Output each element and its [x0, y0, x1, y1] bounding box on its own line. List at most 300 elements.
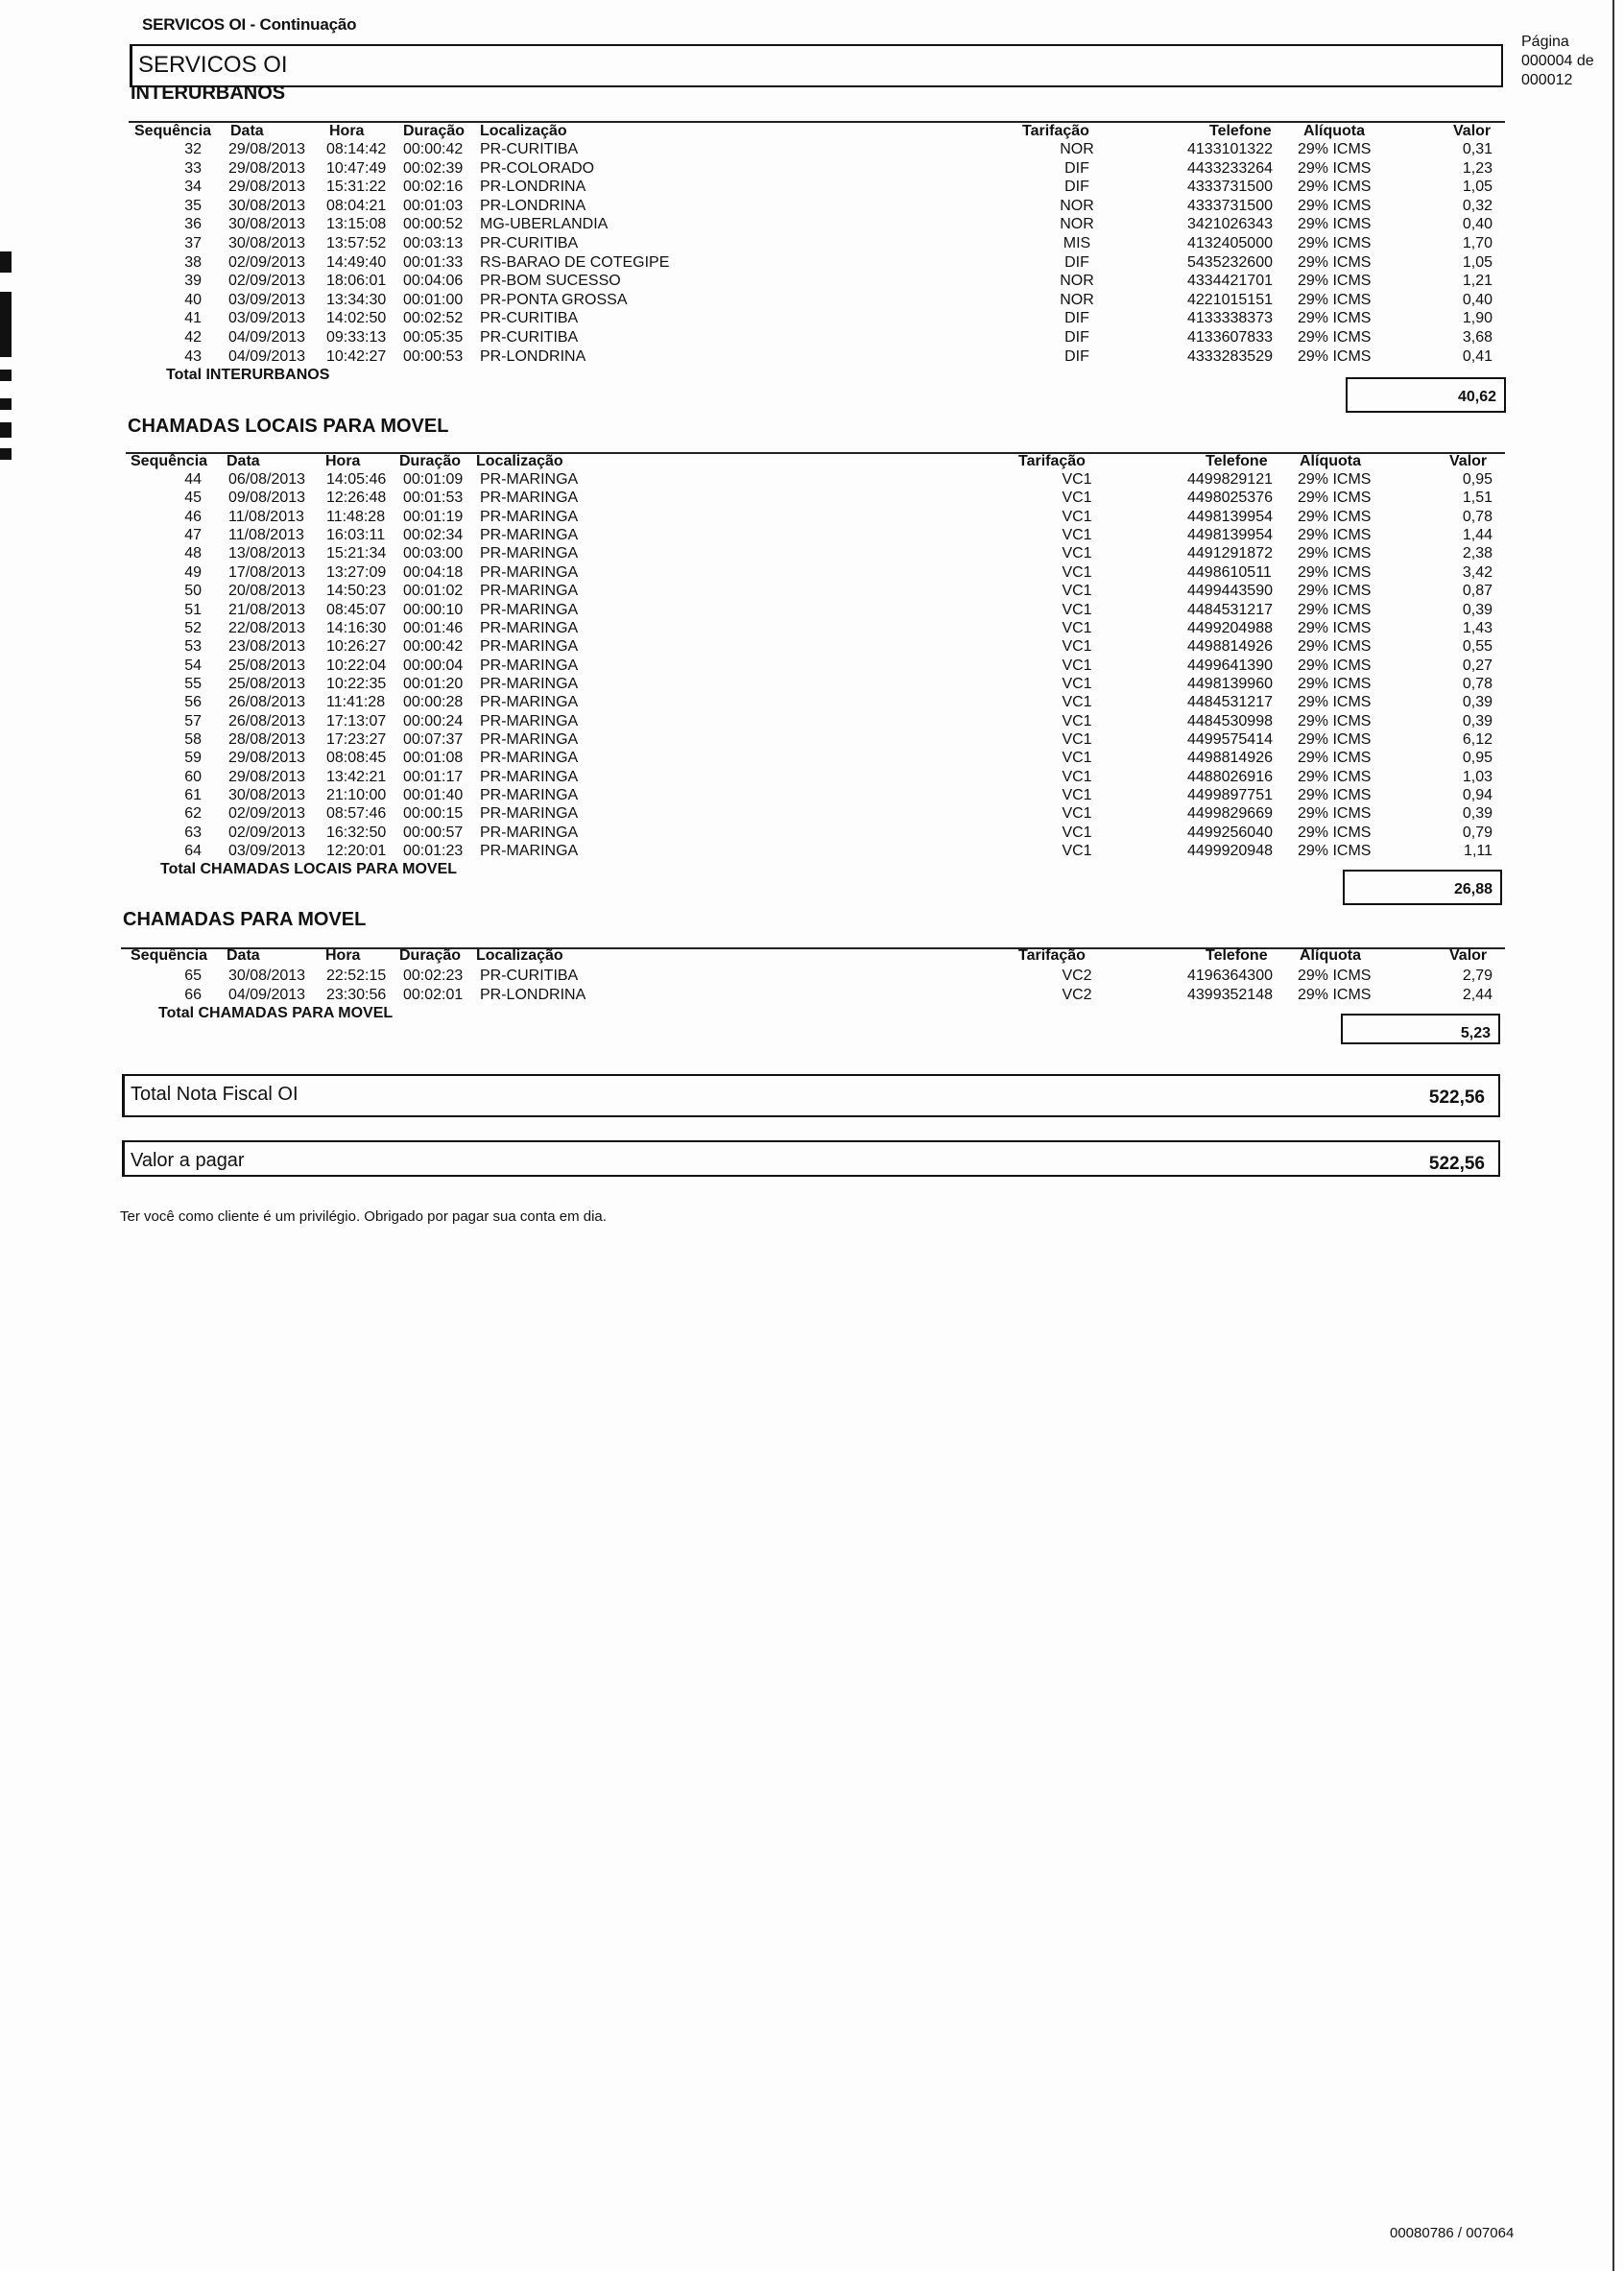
- table-row: [0, 140, 1624, 158]
- cell-time: 14:02:50: [326, 310, 387, 327]
- cell-duration: 00:05:35: [403, 329, 464, 346]
- cell-value: 0,40: [1462, 216, 1493, 233]
- cell-time: 13:57:52: [326, 235, 387, 251]
- cell-value: 0,87: [1462, 583, 1493, 600]
- cell-phone: 4133101322: [1187, 141, 1273, 157]
- cell-sequence: 58: [184, 730, 202, 748]
- cell-sequence: 66: [184, 986, 202, 1003]
- cell-date: 29/08/2013: [228, 159, 306, 177]
- cell-sequence: 42: [184, 329, 202, 346]
- cell-location: PR-LONDRINA: [480, 986, 586, 1003]
- cell-time: 11:48:28: [326, 508, 386, 525]
- cell-duration: 00:03:00: [403, 545, 464, 562]
- cell-duration: 00:00:28: [403, 694, 464, 711]
- cell-value: 6,12: [1462, 730, 1493, 748]
- cell-duration: 00:00:10: [403, 601, 464, 618]
- cell-tax-rate: 29% ICMS: [1298, 675, 1372, 692]
- cell-date: 23/08/2013: [228, 638, 306, 656]
- cell-value: 1,90: [1462, 310, 1493, 327]
- page-number: 000004 de: [1521, 53, 1594, 69]
- cell-value: 0,94: [1462, 787, 1493, 803]
- scan-mark-4: [0, 398, 12, 410]
- cell-duration: 00:01:53: [403, 490, 464, 507]
- section-total-box: [1343, 870, 1502, 905]
- column-header-seq: Sequência: [131, 947, 208, 964]
- section-total-value: 40,62: [1457, 389, 1496, 405]
- cell-value: 1,43: [1462, 619, 1493, 636]
- services-title-box: [130, 44, 1503, 87]
- cell-duration: 00:01:46: [403, 619, 464, 636]
- cell-date: 28/08/2013: [228, 730, 306, 748]
- table-row: [0, 347, 1624, 366]
- table-row: [0, 967, 1624, 985]
- cell-sequence: 62: [184, 805, 202, 823]
- column-header-tel: Telefone: [1206, 947, 1268, 964]
- column-header-valor: Valor: [1449, 947, 1488, 964]
- cell-sequence: 63: [184, 824, 202, 841]
- cell-tariff: VC1: [1062, 712, 1092, 729]
- cell-value: 0,78: [1462, 508, 1493, 525]
- cell-date: 26/08/2013: [228, 694, 306, 711]
- cell-tariff: NOR: [1060, 216, 1094, 233]
- cell-duration: 00:02:01: [403, 986, 464, 1003]
- cell-tax-rate: 29% ICMS: [1298, 787, 1372, 803]
- cell-value: 0,27: [1462, 657, 1493, 674]
- table-row: [0, 619, 1624, 637]
- cell-value: 0,39: [1462, 712, 1493, 729]
- cell-value: 1,03: [1462, 768, 1493, 785]
- cell-duration: 00:01:33: [403, 253, 464, 271]
- cell-phone: 4499641390: [1187, 657, 1273, 674]
- cell-tax-rate: 29% ICMS: [1298, 527, 1372, 543]
- cell-duration: 00:07:37: [403, 730, 464, 748]
- cell-duration: 00:01:03: [403, 197, 464, 214]
- cell-location: PR-MARINGA: [480, 527, 579, 543]
- cell-value: 1,05: [1462, 253, 1493, 271]
- cell-duration: 00:00:04: [403, 657, 464, 674]
- cell-phone: 4498610511: [1187, 563, 1272, 581]
- cell-time: 13:42:21: [326, 768, 387, 785]
- cell-tariff: NOR: [1060, 197, 1094, 214]
- table-row: [0, 986, 1624, 1004]
- cell-tax-rate: 29% ICMS: [1298, 490, 1372, 507]
- cell-phone: 4499575414: [1187, 730, 1273, 748]
- cell-location: PR-CURITIBA: [480, 329, 579, 346]
- cell-sequence: 46: [184, 508, 202, 525]
- cell-time: 15:21:34: [326, 545, 387, 562]
- cell-date: 02/09/2013: [228, 273, 306, 290]
- cell-tariff: VC1: [1062, 563, 1092, 581]
- cell-tariff: VC1: [1062, 750, 1092, 767]
- cell-tariff: VC1: [1062, 768, 1092, 785]
- cell-phone: 4196364300: [1187, 968, 1273, 984]
- cell-value: 1,44: [1462, 527, 1493, 543]
- cell-duration: 00:01:17: [403, 768, 464, 785]
- cell-location: PR-CURITIBA: [480, 141, 579, 157]
- cell-date: 02/09/2013: [228, 824, 306, 841]
- table-row: [0, 197, 1624, 215]
- column-header-loc: Localização: [476, 453, 563, 469]
- cell-tax-rate: 29% ICMS: [1298, 805, 1372, 823]
- cell-value: 0,39: [1462, 805, 1493, 823]
- cell-tariff: VC1: [1062, 601, 1092, 618]
- cell-tariff: DIF: [1064, 179, 1089, 196]
- column-header-seq: Sequência: [131, 453, 208, 469]
- table-row: [0, 786, 1624, 804]
- cell-time: 10:26:27: [326, 638, 387, 656]
- table-row: [0, 842, 1624, 860]
- cell-tariff: VC1: [1062, 730, 1092, 748]
- cell-duration: 00:01:02: [403, 583, 464, 600]
- cell-tariff: VC1: [1062, 490, 1092, 507]
- section-title: CHAMADAS LOCAIS PARA MOVEL: [128, 416, 449, 437]
- table-row: [0, 730, 1624, 749]
- table-row: [0, 768, 1624, 786]
- cell-phone: 4221015151: [1187, 291, 1273, 308]
- continuation-header: SERVICOS OI - Continuação: [142, 15, 357, 34]
- cell-date: 03/09/2013: [228, 843, 306, 859]
- column-header-tarif: Tarifação: [1018, 453, 1086, 469]
- table-row: [0, 637, 1624, 656]
- cell-date: 29/08/2013: [228, 768, 306, 785]
- cell-time: 08:04:21: [326, 197, 387, 214]
- cell-time: 12:20:01: [326, 843, 387, 859]
- scan-mark-3: [0, 370, 12, 381]
- cell-tariff: VC1: [1062, 787, 1092, 803]
- cell-date: 30/08/2013: [228, 787, 306, 803]
- cell-sequence: 60: [184, 768, 202, 785]
- cell-duration: 00:02:39: [403, 159, 464, 177]
- cell-sequence: 43: [184, 347, 202, 365]
- cell-duration: 00:00:52: [403, 216, 464, 233]
- cell-location: PR-LONDRINA: [480, 347, 586, 365]
- column-header-hora: Hora: [325, 947, 361, 964]
- cell-tax-rate: 29% ICMS: [1298, 197, 1372, 214]
- cell-value: 2,44: [1462, 986, 1493, 1003]
- cell-tariff: VC1: [1062, 527, 1092, 543]
- cell-sequence: 65: [184, 968, 202, 984]
- cell-sequence: 45: [184, 490, 202, 507]
- cell-location: PR-MARINGA: [480, 730, 579, 748]
- cell-time: 09:33:13: [326, 329, 387, 346]
- table-row: [0, 215, 1624, 233]
- column-header-duracao: Duração: [399, 947, 462, 964]
- cell-time: 17:23:27: [326, 730, 387, 748]
- cell-phone: 4488026916: [1187, 768, 1273, 785]
- cell-value: 0,32: [1462, 197, 1493, 214]
- cell-sequence: 64: [184, 843, 202, 859]
- cell-phone: 4484531217: [1187, 601, 1273, 618]
- total-nota-fiscal-value: 522,56: [1428, 1088, 1485, 1108]
- cell-tax-rate: 29% ICMS: [1298, 291, 1372, 308]
- table-row: [0, 657, 1624, 675]
- page-label: Página: [1521, 34, 1569, 50]
- table-row: [0, 693, 1624, 711]
- cell-location: PR-MARINGA: [480, 675, 579, 692]
- cell-tax-rate: 29% ICMS: [1298, 986, 1372, 1003]
- section-total-value: 26,88: [1453, 881, 1493, 897]
- cell-sequence: 53: [184, 638, 202, 656]
- scan-mark-5: [0, 422, 12, 438]
- cell-tax-rate: 29% ICMS: [1298, 347, 1372, 365]
- cell-location: PR-MARINGA: [480, 768, 579, 785]
- total-nota-fiscal-label: Total Nota Fiscal OI: [131, 1084, 299, 1105]
- cell-tax-rate: 29% ICMS: [1298, 235, 1372, 251]
- cell-tariff: DIF: [1064, 159, 1089, 177]
- column-header-valor: Valor: [1453, 123, 1492, 139]
- cell-tax-rate: 29% ICMS: [1298, 694, 1372, 711]
- cell-duration: 00:01:23: [403, 843, 464, 859]
- cell-tariff: MIS: [1063, 235, 1091, 251]
- cell-duration: 00:04:18: [403, 563, 464, 581]
- column-header-aliq: Alíquota: [1300, 453, 1361, 469]
- cell-phone: 3421026343: [1187, 216, 1273, 233]
- cell-tax-rate: 29% ICMS: [1298, 545, 1372, 562]
- column-header-valor: Valor: [1449, 453, 1488, 469]
- cell-phone: 4132405000: [1187, 235, 1273, 251]
- cell-tax-rate: 29% ICMS: [1298, 216, 1372, 233]
- cell-phone: 4491291872: [1187, 545, 1273, 562]
- cell-duration: 00:00:57: [403, 824, 464, 841]
- cell-phone: 4484531217: [1187, 694, 1273, 711]
- cell-location: PR-CURITIBA: [480, 968, 579, 984]
- cell-location: PR-MARINGA: [480, 712, 579, 729]
- column-header-duracao: Duração: [403, 123, 466, 139]
- cell-date: 22/08/2013: [228, 619, 306, 636]
- cell-time: 23:30:56: [326, 986, 387, 1003]
- cell-tariff: VC1: [1062, 471, 1092, 488]
- cell-value: 1,21: [1462, 273, 1493, 290]
- cell-tax-rate: 29% ICMS: [1298, 273, 1372, 290]
- cell-date: 29/08/2013: [228, 179, 306, 196]
- cell-time: 14:05:46: [326, 471, 387, 488]
- total-nota-fiscal-box: [122, 1074, 1500, 1117]
- cell-phone: 4499829121: [1187, 471, 1273, 488]
- cell-date: 20/08/2013: [228, 583, 306, 600]
- cell-sequence: 57: [184, 712, 202, 729]
- table-row: [0, 508, 1624, 526]
- cell-value: 0,79: [1462, 824, 1493, 841]
- cell-sequence: 40: [184, 291, 202, 308]
- cell-sequence: 44: [184, 471, 202, 488]
- column-header-loc: Localização: [476, 947, 563, 964]
- cell-location: PR-MARINGA: [480, 805, 579, 823]
- cell-time: 08:14:42: [326, 141, 387, 157]
- cell-value: 0,39: [1462, 694, 1493, 711]
- section-total-value: 5,23: [1460, 1025, 1491, 1041]
- cell-time: 10:22:04: [326, 657, 387, 674]
- cell-duration: 00:01:19: [403, 508, 464, 525]
- section-title: CHAMADAS PARA MOVEL: [123, 909, 367, 930]
- cell-date: 11/08/2013: [228, 508, 304, 525]
- cell-location: PR-MARINGA: [480, 638, 579, 656]
- section-title: INTERURBANOS: [131, 83, 286, 104]
- cell-tax-rate: 29% ICMS: [1298, 730, 1372, 748]
- cell-phone: 4499256040: [1187, 824, 1273, 841]
- cell-time: 18:06:01: [326, 273, 387, 290]
- cell-location: PR-MARINGA: [480, 545, 579, 562]
- cell-date: 30/08/2013: [228, 216, 306, 233]
- cell-value: 0,40: [1462, 291, 1493, 308]
- valor-a-pagar-label: Valor a pagar: [131, 1150, 245, 1171]
- cell-phone: 4399352148: [1187, 986, 1273, 1003]
- cell-tax-rate: 29% ICMS: [1298, 619, 1372, 636]
- cell-phone: 4333731500: [1187, 179, 1273, 196]
- cell-phone: 4484530998: [1187, 712, 1273, 729]
- cell-sequence: 51: [184, 601, 202, 618]
- cell-tax-rate: 29% ICMS: [1298, 141, 1372, 157]
- cell-sequence: 38: [184, 253, 202, 271]
- cell-phone: 4499204988: [1187, 619, 1273, 636]
- table-row: [0, 563, 1624, 582]
- cell-time: 11:41:28: [326, 694, 386, 711]
- cell-tariff: VC1: [1062, 675, 1092, 692]
- cell-date: 03/09/2013: [228, 310, 306, 327]
- cell-tax-rate: 29% ICMS: [1298, 179, 1372, 196]
- cell-location: PR-MARINGA: [480, 843, 579, 859]
- cell-phone: 4499920948: [1187, 843, 1273, 859]
- cell-location: PR-MARINGA: [480, 694, 579, 711]
- cell-location: PR-MARINGA: [480, 471, 579, 488]
- cell-sequence: 36: [184, 216, 202, 233]
- cell-date: 29/08/2013: [228, 750, 306, 767]
- cell-duration: 00:01:20: [403, 675, 464, 692]
- valor-a-pagar-box: [122, 1140, 1500, 1177]
- cell-date: 11/08/2013: [228, 527, 304, 543]
- cell-phone: 5435232600: [1187, 253, 1273, 271]
- cell-value: 0,95: [1462, 750, 1493, 767]
- table-row: [0, 272, 1624, 290]
- cell-sequence: 34: [184, 179, 202, 196]
- cell-phone: 4498814926: [1187, 638, 1273, 656]
- cell-sequence: 47: [184, 527, 202, 543]
- table-row: [0, 253, 1624, 272]
- table-row: [0, 712, 1624, 730]
- column-header-aliq: Alíquota: [1300, 947, 1361, 964]
- cell-tax-rate: 29% ICMS: [1298, 159, 1372, 177]
- page-indicator: [1521, 33, 1617, 90]
- table-row: [0, 675, 1624, 693]
- cell-sequence: 56: [184, 694, 202, 711]
- cell-phone: 4334421701: [1187, 273, 1273, 290]
- cell-location: PR-MARINGA: [480, 583, 579, 600]
- cell-tariff: VC2: [1062, 968, 1092, 984]
- column-header-data: Data: [227, 453, 260, 469]
- cell-tax-rate: 29% ICMS: [1298, 471, 1372, 488]
- section-total-box: [1346, 377, 1506, 413]
- cell-value: 1,11: [1464, 843, 1493, 859]
- cell-duration: 00:01:09: [403, 471, 464, 488]
- cell-date: 25/08/2013: [228, 675, 306, 692]
- cell-duration: 00:01:08: [403, 750, 464, 767]
- cell-sequence: 61: [184, 787, 202, 803]
- cell-tax-rate: 29% ICMS: [1298, 310, 1372, 327]
- cell-location: PR-MARINGA: [480, 563, 579, 581]
- footer-code: 00080786 / 007064: [1390, 2225, 1515, 2241]
- cell-value: 0,78: [1462, 675, 1493, 692]
- cell-tax-rate: 29% ICMS: [1298, 583, 1372, 600]
- cell-phone: 4498025376: [1187, 490, 1273, 507]
- cell-location: PR-CURITIBA: [480, 235, 579, 251]
- column-header-duracao: Duração: [399, 453, 462, 469]
- cell-date: 04/09/2013: [228, 347, 306, 365]
- cell-time: 16:32:50: [326, 824, 387, 841]
- cell-sequence: 49: [184, 563, 202, 581]
- cell-tariff: NOR: [1060, 273, 1094, 290]
- cell-phone: 4433233264: [1187, 159, 1273, 177]
- cell-duration: 00:00:42: [403, 141, 464, 157]
- cell-date: 02/09/2013: [228, 805, 306, 823]
- cell-tax-rate: 29% ICMS: [1298, 508, 1372, 525]
- cell-tax-rate: 29% ICMS: [1298, 843, 1372, 859]
- cell-sequence: 50: [184, 583, 202, 600]
- cell-tariff: DIF: [1064, 347, 1089, 365]
- cell-date: 30/08/2013: [228, 968, 306, 984]
- scan-mark-6: [0, 448, 12, 460]
- cell-time: 10:42:27: [326, 347, 387, 365]
- cell-location: PR-COLORADO: [480, 159, 595, 177]
- cell-sequence: 32: [184, 141, 202, 157]
- cell-time: 21:10:00: [326, 787, 387, 803]
- cell-phone: 4499829669: [1187, 805, 1273, 823]
- cell-phone: 4498814926: [1187, 750, 1273, 767]
- cell-tariff: DIF: [1064, 310, 1089, 327]
- cell-duration: 00:04:06: [403, 273, 464, 290]
- column-header-hora: Hora: [329, 123, 365, 139]
- cell-value: 0,39: [1462, 601, 1493, 618]
- cell-value: 3,42: [1462, 563, 1493, 581]
- table-row: [0, 309, 1624, 327]
- cell-value: 1,51: [1462, 490, 1493, 507]
- table-row: [0, 328, 1624, 347]
- cell-duration: 00:03:13: [403, 235, 464, 251]
- table-row: [0, 601, 1624, 619]
- cell-time: 14:50:23: [326, 583, 387, 600]
- cell-duration: 00:00:53: [403, 347, 464, 365]
- cell-date: 17/08/2013: [228, 563, 306, 581]
- cell-date: 03/09/2013: [228, 291, 306, 308]
- cell-tax-rate: 29% ICMS: [1298, 253, 1372, 271]
- cell-sequence: 55: [184, 675, 202, 692]
- cell-location: PR-MARINGA: [480, 657, 579, 674]
- column-header-tarif: Tarifação: [1022, 123, 1089, 139]
- cell-tariff: VC2: [1062, 986, 1092, 1003]
- cell-date: 26/08/2013: [228, 712, 306, 729]
- cell-duration: 00:00:24: [403, 712, 464, 729]
- column-header-tarif: Tarifação: [1018, 947, 1086, 964]
- cell-tax-rate: 29% ICMS: [1298, 329, 1372, 346]
- cell-location: PR-MARINGA: [480, 601, 579, 618]
- cell-time: 13:15:08: [326, 216, 387, 233]
- page-total: 000012: [1521, 72, 1573, 88]
- cell-tax-rate: 29% ICMS: [1298, 824, 1372, 841]
- cell-value: 1,23: [1462, 159, 1493, 177]
- services-title: SERVICOS OI: [138, 52, 288, 78]
- cell-tariff: NOR: [1060, 291, 1094, 308]
- cell-value: 3,68: [1462, 329, 1493, 346]
- cell-tariff: DIF: [1064, 329, 1089, 346]
- cell-location: PR-PONTA GROSSA: [480, 291, 628, 308]
- cell-duration: 00:02:52: [403, 310, 464, 327]
- cell-duration: 00:00:42: [403, 638, 464, 656]
- cell-sequence: 41: [184, 310, 202, 327]
- cell-value: 0,95: [1462, 471, 1493, 488]
- table-row: [0, 749, 1624, 767]
- cell-time: 22:52:15: [326, 968, 387, 984]
- column-header-loc: Localização: [480, 123, 567, 139]
- table-row: [0, 544, 1624, 562]
- cell-date: 25/08/2013: [228, 657, 306, 674]
